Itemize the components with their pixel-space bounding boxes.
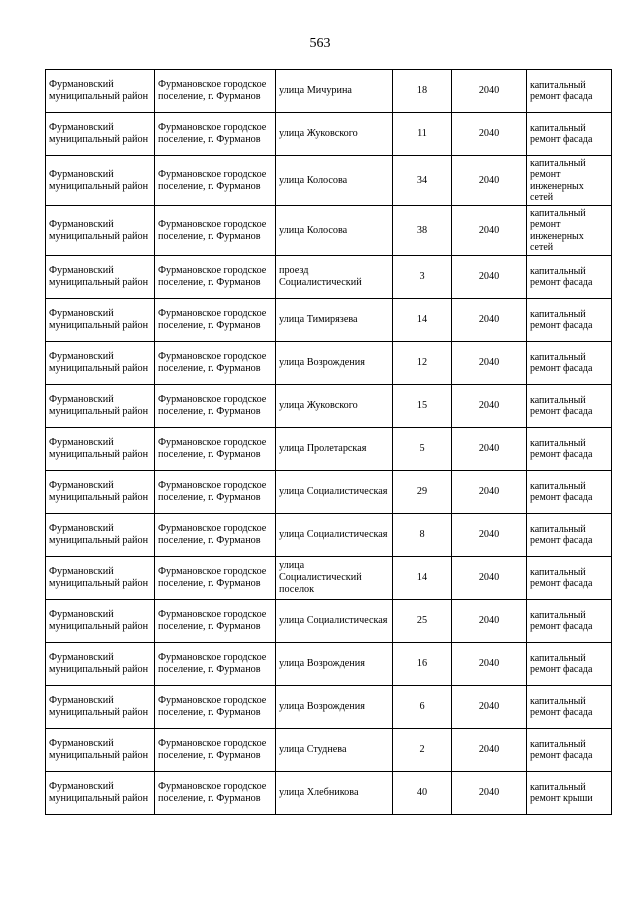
street-cell: улица Колосова (276, 156, 393, 206)
table-row (46, 70, 612, 113)
table-row (46, 643, 612, 686)
year-cell: 2040 (452, 772, 527, 815)
house-number-cell: 15 (393, 385, 452, 428)
house-number-cell: 18 (393, 70, 452, 113)
house-number-cell: 14 (393, 557, 452, 600)
settlement-cell: Фурмановское городское поселение, г. Фурманов (155, 600, 276, 643)
table-row (46, 729, 612, 772)
work-type-cell: капитальный ремонт инженерных сетей (527, 156, 612, 206)
table-row (46, 299, 612, 342)
district-cell: Фурмановский муниципальный район (46, 206, 155, 256)
district-cell: Фурмановский муниципальный район (46, 643, 155, 686)
work-type-cell: капитальный ремонт фасада (527, 299, 612, 342)
street-cell: улица Социалистическая (276, 514, 393, 557)
work-type-cell: капитальный ремонт фасада (527, 557, 612, 600)
street-cell: улица Тимирязева (276, 299, 393, 342)
district-cell: Фурмановский муниципальный район (46, 600, 155, 643)
house-number-cell: 16 (393, 643, 452, 686)
street-cell: улица Возрождения (276, 686, 393, 729)
district-cell: Фурмановский муниципальный район (46, 299, 155, 342)
house-number-cell: 2 (393, 729, 452, 772)
table-row (46, 206, 612, 256)
work-type-cell: капитальный ремонт фасада (527, 428, 612, 471)
work-type-cell: капитальный ремонт инженерных сетей (527, 206, 612, 256)
district-cell: Фурмановский муниципальный район (46, 686, 155, 729)
house-number-cell: 34 (393, 156, 452, 206)
table-row (46, 772, 612, 815)
house-number-cell: 25 (393, 600, 452, 643)
district-cell: Фурмановский муниципальный район (46, 471, 155, 514)
settlement-cell: Фурмановское городское поселение, г. Фурманов (155, 643, 276, 686)
year-cell: 2040 (452, 206, 527, 256)
table-row (46, 557, 612, 600)
street-cell: улица Студнева (276, 729, 393, 772)
year-cell: 2040 (452, 156, 527, 206)
table-row (46, 113, 612, 156)
settlement-cell: Фурмановское городское поселение, г. Фурманов (155, 299, 276, 342)
year-cell: 2040 (452, 385, 527, 428)
table-row (46, 428, 612, 471)
work-type-cell: капитальный ремонт фасада (527, 686, 612, 729)
work-type-cell: капитальный ремонт фасада (527, 113, 612, 156)
settlement-cell: Фурмановское городское поселение, г. Фурманов (155, 385, 276, 428)
street-cell: улица Хлебникова (276, 772, 393, 815)
district-cell: Фурмановский муниципальный район (46, 428, 155, 471)
house-number-cell: 8 (393, 514, 452, 557)
year-cell: 2040 (452, 686, 527, 729)
year-cell: 2040 (452, 342, 527, 385)
district-cell: Фурмановский муниципальный район (46, 385, 155, 428)
year-cell: 2040 (452, 471, 527, 514)
work-type-cell: капитальный ремонт фасада (527, 256, 612, 299)
year-cell: 2040 (452, 113, 527, 156)
year-cell: 2040 (452, 729, 527, 772)
table-row (46, 385, 612, 428)
table-row (46, 256, 612, 299)
settlement-cell: Фурмановское городское поселение, г. Фурманов (155, 342, 276, 385)
district-cell: Фурмановский муниципальный район (46, 772, 155, 815)
year-cell: 2040 (452, 70, 527, 113)
table-row (46, 156, 612, 206)
settlement-cell: Фурмановское городское поселение, г. Фурманов (155, 471, 276, 514)
table-row (46, 514, 612, 557)
settlement-cell: Фурмановское городское поселение, г. Фурманов (155, 686, 276, 729)
street-cell: улица Колосова (276, 206, 393, 256)
house-number-cell: 11 (393, 113, 452, 156)
settlement-cell: Фурмановское городское поселение, г. Фурманов (155, 156, 276, 206)
housing-repair-table (45, 69, 612, 815)
work-type-cell: капитальный ремонт фасада (527, 471, 612, 514)
year-cell: 2040 (452, 299, 527, 342)
street-cell: улица Социалистический поселок (276, 557, 393, 600)
house-number-cell: 12 (393, 342, 452, 385)
work-type-cell: капитальный ремонт фасада (527, 385, 612, 428)
house-number-cell: 5 (393, 428, 452, 471)
work-type-cell: капитальный ремонт фасада (527, 643, 612, 686)
year-cell: 2040 (452, 256, 527, 299)
street-cell: улица Жуковского (276, 385, 393, 428)
street-cell: улица Возрождения (276, 643, 393, 686)
settlement-cell: Фурмановское городское поселение, г. Фурманов (155, 557, 276, 600)
street-cell: улица Социалистическая (276, 471, 393, 514)
page-number: 563 (309, 36, 331, 51)
street-cell: улица Жуковского (276, 113, 393, 156)
settlement-cell: Фурмановское городское поселение, г. Фурманов (155, 113, 276, 156)
house-number-cell: 29 (393, 471, 452, 514)
work-type-cell: капитальный ремонт фасада (527, 729, 612, 772)
street-cell: улица Пролетарская (276, 428, 393, 471)
house-number-cell: 3 (393, 256, 452, 299)
year-cell: 2040 (452, 514, 527, 557)
district-cell: Фурмановский муниципальный район (46, 729, 155, 772)
house-number-cell: 40 (393, 772, 452, 815)
work-type-cell: капитальный ремонт крыши (527, 772, 612, 815)
district-cell: Фурмановский муниципальный район (46, 557, 155, 600)
year-cell: 2040 (452, 557, 527, 600)
street-cell: улица Возрождения (276, 342, 393, 385)
district-cell: Фурмановский муниципальный район (46, 514, 155, 557)
district-cell: Фурмановский муниципальный район (46, 256, 155, 299)
street-cell: улица Мичурина (276, 70, 393, 113)
street-cell: улица Социалистическая (276, 600, 393, 643)
district-cell: Фурмановский муниципальный район (46, 342, 155, 385)
table-body (46, 70, 612, 815)
work-type-cell: капитальный ремонт фасада (527, 514, 612, 557)
year-cell: 2040 (452, 600, 527, 643)
district-cell: Фурмановский муниципальный район (46, 156, 155, 206)
settlement-cell: Фурмановское городское поселение, г. Фурманов (155, 428, 276, 471)
settlement-cell: Фурмановское городское поселение, г. Фурманов (155, 70, 276, 113)
table-row (46, 686, 612, 729)
year-cell: 2040 (452, 643, 527, 686)
table-row (46, 600, 612, 643)
table-row (46, 342, 612, 385)
street-cell: проезд Социалистический (276, 256, 393, 299)
settlement-cell: Фурмановское городское поселение, г. Фурманов (155, 256, 276, 299)
settlement-cell: Фурмановское городское поселение, г. Фурманов (155, 514, 276, 557)
settlement-cell: Фурмановское городское поселение, г. Фурманов (155, 729, 276, 772)
table-row (46, 471, 612, 514)
settlement-cell: Фурмановское городское поселение, г. Фурманов (155, 772, 276, 815)
settlement-cell: Фурмановское городское поселение, г. Фурманов (155, 206, 276, 256)
work-type-cell: капитальный ремонт фасада (527, 342, 612, 385)
district-cell: Фурмановский муниципальный район (46, 113, 155, 156)
work-type-cell: капитальный ремонт фасада (527, 70, 612, 113)
house-number-cell: 38 (393, 206, 452, 256)
house-number-cell: 6 (393, 686, 452, 729)
year-cell: 2040 (452, 428, 527, 471)
district-cell: Фурмановский муниципальный район (46, 70, 155, 113)
house-number-cell: 14 (393, 299, 452, 342)
work-type-cell: капитальный ремонт фасада (527, 600, 612, 643)
